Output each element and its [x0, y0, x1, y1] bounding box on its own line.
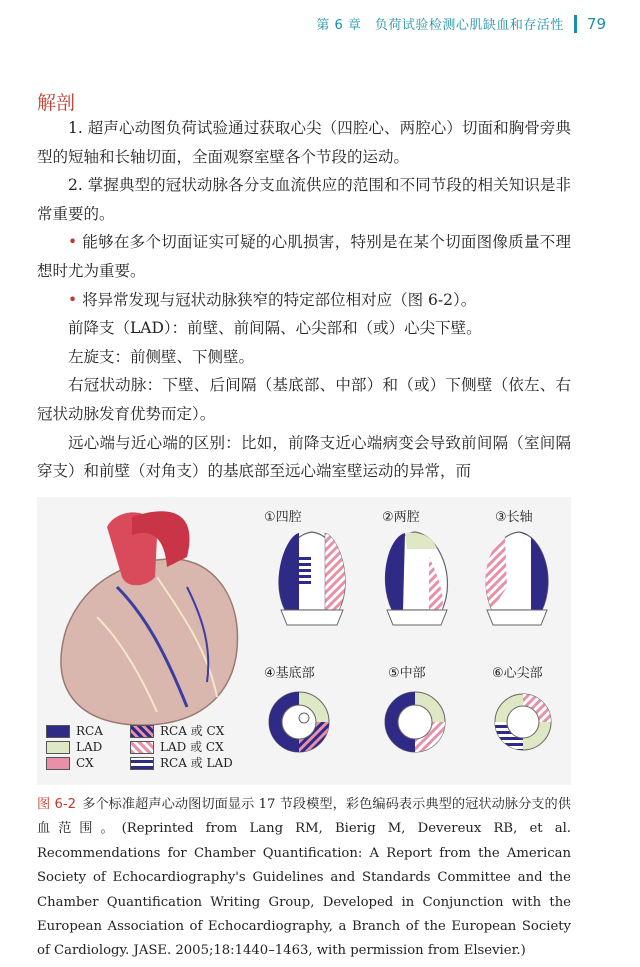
view-label-mid: ⑤中部 [388, 666, 426, 681]
view-label-apical: ⑥心尖部 [492, 666, 543, 681]
figure-caption [37, 793, 571, 964]
chapter-title: 第 6 章 负荷试验检测心肌缺血和存活性 [316, 18, 564, 33]
running-header [316, 14, 606, 33]
bullet-dot-icon: • [68, 290, 78, 309]
bullet-2-text: 将异常发现与冠状动脉狭窄的特定部位相对应（图 6-2）。 [82, 290, 477, 309]
legend-lad: LAD [76, 740, 103, 754]
page-number: 79 [586, 14, 606, 33]
bullet-1-text: 能够在多个切面证实可疑的心肌损害，特别是在某个切面图像质量不理想时尤为重要。 [37, 233, 571, 280]
swatch-rca-or-cx [130, 725, 154, 738]
basal-short-axis [269, 692, 329, 752]
swatch-rca [46, 725, 70, 738]
view-label-basal: ④基底部 [264, 666, 315, 681]
bullet-1 [37, 228, 571, 285]
two-chamber-view [385, 532, 447, 625]
section-title: 解剖 [37, 92, 76, 114]
view-label-long-axis: ③长轴 [495, 510, 533, 525]
swatch-rca-or-lad [130, 757, 154, 770]
body-text [37, 114, 571, 486]
paragraph-1: 1. 超声心动图负荷试验通过获取心尖（四腔心、两腔心）切面和胸骨旁典型的短轴和长轴切面，全面观察室壁各个节段的运动。 [37, 119, 571, 166]
legend-rca-or-lad: RCA 或 LAD [160, 756, 233, 770]
legend-rca: RCA [76, 724, 103, 738]
legend-rca-or-cx: RCA 或 CX [160, 724, 225, 738]
apical-short-axis [495, 694, 551, 750]
mid-short-axis [385, 692, 445, 752]
caption-text: 多个标准超声心动图切面显示 17 节段模型，彩色编码表示典型的冠状动脉分支的供血范围。(Reprinted from Lang RM, Bierig M, Devereux RB, et al. Recommendations for Chamber Quantification: A Report from the American Society of Echocardiography's Guidelines and Standards Committee and the Chamber Quantification Writing Group, Developed in Conjunction with the European Association of Echocardiography, a Branch of the European Society of Cardiology. JASE. 2005;18:1440–1463, with permission from Elsevier.) [37, 797, 571, 959]
header-divider [574, 15, 577, 33]
lcx-line: 左旋支：前侧壁、下侧壁。 [68, 347, 255, 366]
rca-line: 右冠状动脉：下壁、后间隔（基底部、中部）和（或）下侧壁（依左、右冠状动脉发育优势而定）。 [37, 376, 571, 423]
swatch-cx [46, 757, 70, 770]
swatch-lad [46, 741, 70, 754]
swatch-lad-or-cx [130, 741, 154, 754]
four-chamber-view [279, 532, 346, 625]
heart-illustration [61, 511, 238, 725]
legend-lad-or-cx: LAD 或 CX [160, 740, 224, 754]
legend-cx: CX [76, 756, 94, 770]
figure-6-2 [37, 497, 571, 785]
view-label-two-chamber: ②两腔 [382, 510, 420, 525]
bullet-2 [37, 286, 571, 315]
view-label-four-chamber: ①四腔 [264, 510, 302, 525]
bullet-dot-icon: • [68, 233, 78, 252]
lad-line: 前降支（LAD）：前壁、前间隔、心尖部和（或）心尖下壁。 [68, 319, 482, 338]
caption-label: 图 6-2 [37, 797, 77, 812]
paragraph-2: 2. 掌握典型的冠状动脉各分支血流供应的范围和不同节段的相关知识是非常重要的。 [37, 176, 571, 223]
long-axis-view [486, 532, 548, 625]
distal-proximal-line: 远心端与近心端的区别：比如，前降支近心端病变会导致前间隔（室间隔穿支）和前壁（对角支）的基底部至远心端室壁运动的异常，而 [37, 433, 571, 481]
